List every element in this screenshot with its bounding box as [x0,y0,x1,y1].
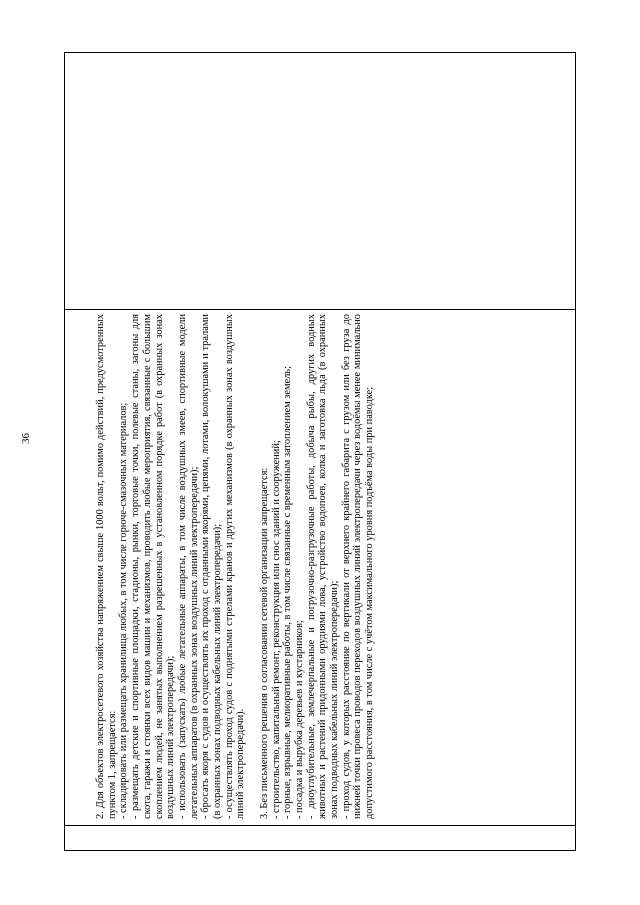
section-2-heading: 2. Для объектов электросетевого хозяйства напряжением свыше 1000 вольт, помимо действий, предусмотренных пунктом 1, запрещается: [95,314,118,819]
section-3-item: - строительство, капитальный ремонт, реконструкция или снос зданий и сооружений; [270,440,282,819]
table-divider-lower [65,825,575,826]
rotated-text [95,310,376,822]
section-2-item: - бросать якоря с судов и осуществлять их проход с отданными якорями, цепями, лотами, волокушами и тралами (в охранных зонах подводных кабельных линий электропередачи); [200,314,224,819]
section-2-item: - размещать детские и спортивные площадки, стадионы, рынки, торговые точки, полевые станы, загоны для скота, гаражи и стоянки всех видов машин и механизмов, проводить любые мероприятия, связанные с большим скоплением людей, не занятых выполнением разрешенных в установленном порядке работ (в охранных зонах воздушных линий электропередачи); [130,314,177,819]
section-3-item: - проход судов, у которых расстояние по вертикали от верхнего крайнего габарита с грузом или без груза до нижней точки провеса проводов переходов воздушных линий электропередачи через водоёмы менее минимально допустимого расстояния, в том числе с учётом максимального уровня подъёма воды при паводке; [340,314,376,819]
section-2-item: - осуществлять проход судов с поднятыми стрелами кранов и других механизмов (в охранных зонах воздушных линий электропередачи). [223,314,247,819]
section-3-item: - дноуглубительные, землечерпальные и погрузочно-разгрузочные работы, добыча рыбы, других водных животных и растений придонными орудиями лова, устройство водопоев, колка и заготовка льда (в охранных зонах подводных кабельных линий электропередачи); [305,314,341,819]
section-3-item: - горные, взрывные, мелиоративные работы, в том числе связанные с временным затоплением земель; [282,365,294,819]
paragraph-gap [247,314,259,819]
section-2-item: - складировать или размещать хранилища любых, в том числе горюче-смазочных материалов; [118,402,130,819]
section-3-heading: 3. Без письменного решения о согласовании сетевой организации запрещается: [258,467,270,819]
page-number: 36 [20,433,32,444]
section-3-item: - посадка и вырубка деревьев и кустарников; [293,620,305,819]
section-2-item: - использовать (запускать) любые летательные аппараты, в том числе воздушных змеев, спортивные модели летательных аппаратов (в охранных зонах воздушных линий электропередачи); [176,314,200,819]
rotated-text-cell [95,310,582,822]
